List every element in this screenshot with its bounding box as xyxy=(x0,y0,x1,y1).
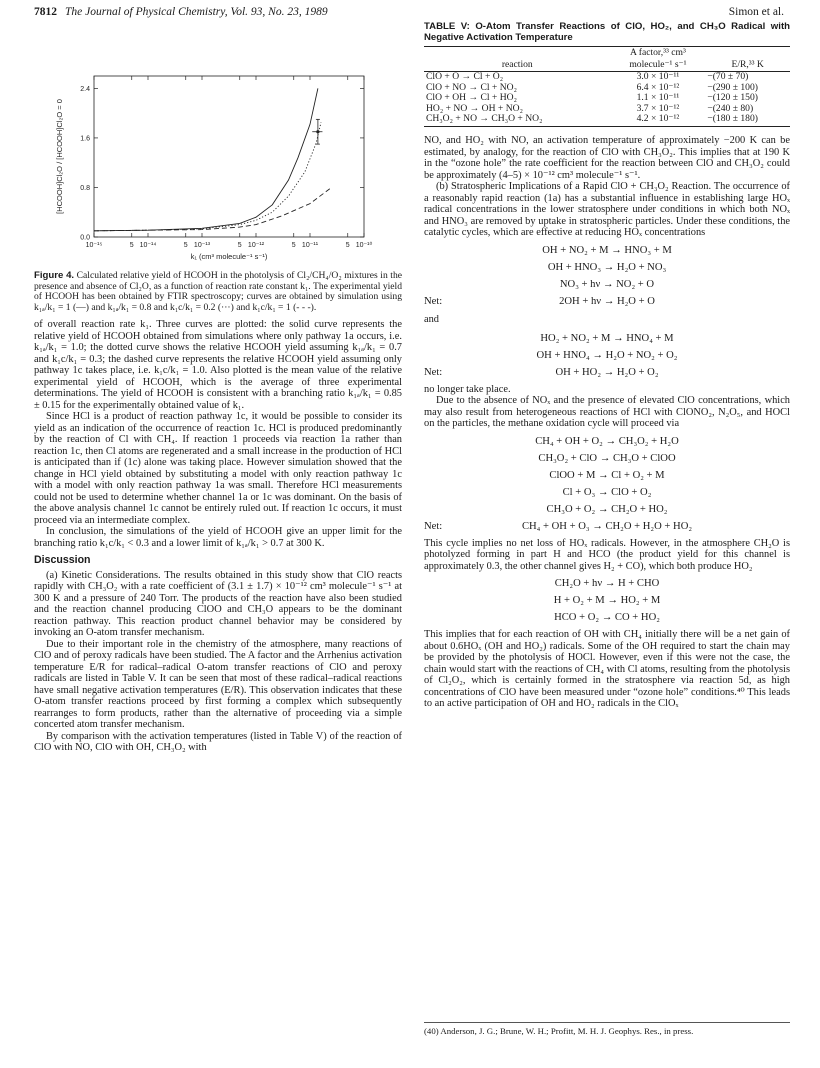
left-paragraph-1: of overall reaction rate k₁. Three curves are plotted: the solid curve represents the relative yield of HCOOH obtained from simulations where only pathway 1a occurs, i.e. k₁ₐ/k₁ = 1.0; the dotted curve shows the relative HCOOH yield assuming k₁ₐ/k₁ = 0.7 and k₁c/k₁ = 0.3; the dashed curve represents the relative HCOOH yield assuming only pathway 1c takes place, i.e. k₁c/k₁ = 1.0. Also plotted is the mean value of the relative experimental yield of HCOOH, which is the average of three experimental determinations. The yield of HCOOH is consistent with a branching ratio k₁ₐ/k₁ = 0.85 ± 0.15 for the experimentally obtained value of k₁. xyxy=(34,319,402,411)
equation-line xyxy=(424,330,790,347)
left-paragraph-2: Since HCl is a product of reaction pathway 1c, it would be possible to consider its yield as an indication of the occurrence of reaction 1c. HCl is produced predominantly by the reaction of Cl with CH₄. If reaction 1 proceeds via reaction 1a rather than reaction 1c, then Cl atoms are regenerated and a small increase in the production of HCl is anticipated than if (1c) alone was taking place. However simulation showed that the change in HCl yield obtained by substituting a model with only reaction pathway 1c with a model with only reaction pathway 1a was small. Therefore HCl measurements could not be used to determine whether channel 1a or 1c was dominant. On the basis of the above analysis channel 1c cannot be entirely ruled out. If reaction 1c occurs, it must proceed via an intermediate complex. xyxy=(34,411,402,526)
discussion-paragraph-2: Due to their important role in the chemistry of the atmosphere, many reactions of ClO and of peroxy radicals have been studied. The A factor and the Arrhenius activation temperature E/R for radical–radical O-atom transfer reactions of ClO and peroxy radicals are listed in Table V. It can be seen that most of these radical–radical reactions have small negative activation temperatures (E/R). This observation indicates that these O-atom transfer reactions proceed by first forming a complex which subsequently rearranges to form products, rather than the alternative of proceeding via a simple concerted atom transfer mechanism. xyxy=(34,638,402,731)
table-row xyxy=(424,114,790,127)
table-cell-er: −(70 ± 70) xyxy=(707,71,749,83)
x-tick-label: 10⁻¹⁴ xyxy=(139,242,157,249)
equation-label: Net: xyxy=(424,520,443,532)
discussion-paragraph-1: (a) Kinetic Considerations. The results obtained in this study show that ClO reacts rapidly with CH₃O₂ with a rate coefficient of (3.1 ± 1.7) × 10⁻¹² cm³ molecule⁻¹ s⁻¹ at 300 K and a pressure of 240 Torr. The products of the reaction have also been studied and the reaction channel producing ClOO and CH₃O appears to be the dominant reaction pathway. This reaction product channel behavior may be considered by invoking an O-atom transfer mechanism. xyxy=(34,569,402,639)
x-tick-label: 10⁻¹⁵ xyxy=(85,242,103,249)
equation-label: Net: xyxy=(424,366,443,378)
equation-line xyxy=(424,609,790,626)
table-5 xyxy=(424,46,790,128)
table-5-header-blank xyxy=(424,46,611,59)
equation-text: CH₄ + OH + O₃ → CH₂O + H₂O + HO₂ xyxy=(521,520,693,532)
series-line-dashed xyxy=(94,188,332,231)
table-cell-reaction: ClO + OH → Cl + HO₂ xyxy=(426,92,517,104)
x-tick-label: 10⁻¹¹ xyxy=(301,242,319,249)
equation-line xyxy=(424,467,790,484)
table-cell-a-factor: 3.0 × 10⁻¹¹ xyxy=(636,71,680,83)
equation-line xyxy=(424,575,790,592)
y-tick-label: 2.4 xyxy=(80,85,90,93)
figure-4-caption-text: Calculated relative yield of HCOOH in the photolysis of Cl₂/CH₄/O₂ mixtures in the presence and absence of Cl₂O, as a function of reaction rate constant k₁. The experimental yield of HCOOH has been obtained by FTIR spectroscopy; curves are obtained by simulation using k₁ₐ/k₁ = 1 (—) and k₁ₐ/k₁ = 0.8 and k₁c/k₁ = 0.2 (···) and k₁c/k₁ = 1 (- - -). xyxy=(34,270,403,313)
x-tick-label: 5 xyxy=(237,242,242,249)
equation-text: CH₂O + hν → H + CHO xyxy=(554,578,660,590)
table-5-header-a-line1: A factor,³³ cm³ xyxy=(611,46,706,59)
x-tick-label: 5 xyxy=(345,242,350,249)
table-cell-er: −(240 ± 80) xyxy=(707,102,754,114)
equation-text: CH₃O₂ + ClO → CH₃O + ClOO xyxy=(538,452,676,464)
equation-text: CH₃O + O₂ → CH₂O + HO₂ xyxy=(546,503,668,515)
equation-group-1 xyxy=(424,242,790,310)
right-paragraph-4: Due to the absence of NOₓ and the presence of elevated ClO concentrations, which may also result from heterogeneous reactions of HCl with ClONO₂, N₂O₅, and HOCl on the particles, the methane oxidation cycle will proceed via xyxy=(424,395,790,430)
table-cell-er: −(180 ± 180) xyxy=(705,114,790,127)
table-5-header-er: E/R,³³ K xyxy=(705,59,790,72)
journal-citation: The Journal of Physical Chemistry, Vol. 93, No. 23, 1989 xyxy=(65,6,328,18)
table-cell-reaction: ClO + NO → Cl + NO₂ xyxy=(426,81,517,93)
table-cell-reaction: HO₂ + NO → OH + NO₂ xyxy=(426,102,523,114)
equation-text: H + O₂ + M → HO₂ + M xyxy=(553,595,661,607)
x-tick-label: 10⁻¹⁰ xyxy=(355,242,373,249)
discussion-paragraph-3: By comparison with the activation temperatures (listed in Table V) of the reaction of ClO with NO, ClO with OH, CH₃O₂ with xyxy=(34,730,402,754)
experimental-point xyxy=(316,130,319,133)
series-line-dotted xyxy=(94,122,321,230)
discussion-heading: Discussion xyxy=(34,554,91,567)
table-cell-er: −(120 ± 150) xyxy=(707,92,758,104)
figure-4-svg xyxy=(34,62,402,267)
right-paragraph-2: (b) Stratospheric Implications of a Rapid ClO + CH₃O₂ Reaction. The occurrence of a reasonably rapid reaction (1a) has a substantial influence in establishing large HOₓ radical concentrations in the lower stratosphere under conditions in which both NOₓ and HNO₃ are removed by uptake in stratospheric particles. Under these conditions, the catalytic cycles, which are effective at reducing HOₓ concentrations xyxy=(424,181,790,239)
equation-text: NO₃ + hν → NO₂ + O xyxy=(559,278,655,290)
equation-group-3 xyxy=(424,433,790,535)
table-cell-reaction: CH₃O₂ + NO → CH₃O + NO₂ xyxy=(424,114,611,127)
running-header-authors: Simon et al. xyxy=(728,6,784,18)
table-cell-a-factor: 6.4 × 10⁻¹² xyxy=(636,81,680,93)
figure-4-chart xyxy=(34,62,402,267)
series-line-solid xyxy=(94,88,318,230)
equation-text: OH + HNO₄ → H₂O + NO₂ + O₂ xyxy=(536,349,678,361)
right-paragraph-5: This cycle implies no net loss of HOₓ radicals. However, in the atmosphere CH₂O is photolyzed forming in part H and HCO (the product yield for this channel is approximately 0.3, the other channel gives H₂ + CO), which both produce HO₂ xyxy=(424,537,790,572)
table-5-header-a-line2: molecule⁻¹ s⁻¹ xyxy=(611,59,706,72)
equation-label: Net: xyxy=(424,295,443,307)
x-tick-label: 5 xyxy=(183,242,188,249)
y-tick-label: 0.8 xyxy=(80,184,90,192)
table-5-title: TABLE V: O-Atom Transfer Reactions of ClO, HO₂, and CH₃O Radical with Negative Activation Temperature xyxy=(424,21,790,43)
right-paragraph-6: This implies that for each reaction of OH with CH₄ initially there will be a net gain of about 0.6HOₓ (OH and HO₂) radicals. Some of the OH required to start the chain may be provided by the photolysis of HOCl. However, even if this were not the case, the chain would start with the reactions of CH₄ with Cl atoms, resulting from the photolysis of Cl₂O₂, which is certainly formed in the stratosphere via reaction 5d, as high concentrations of ClO have been measured under “ozone hole” conditions.⁴⁰ This leads to an active participation of OH and HO₂ radicals in the ClOₓ xyxy=(424,629,790,710)
equation-text: OH + HO₂ → H₂O + O₂ xyxy=(555,366,659,378)
equation-line xyxy=(424,501,790,518)
equation-line xyxy=(424,276,790,293)
page-number: 7812 xyxy=(34,6,57,18)
equation-line xyxy=(424,347,790,364)
equation-text: 2OH + hν → H₂O + O xyxy=(559,295,655,307)
table-cell-a-factor: 4.2 × 10⁻¹² xyxy=(611,114,706,127)
and-connector: and xyxy=(424,313,440,325)
equation-text: HCO + O₂ → CO + HO₂ xyxy=(554,612,660,624)
equation-text: OH + HNO₃ → H₂O + NO₃ xyxy=(547,261,667,273)
equation-line xyxy=(424,242,790,259)
x-tick-label: 10⁻¹³ xyxy=(193,242,211,249)
right-column xyxy=(424,22,790,710)
equation-line xyxy=(424,293,790,310)
table-cell-reaction: ClO + O → Cl + O₂ xyxy=(426,71,504,83)
equation-text: Cl + O₃ → ClO + O₂ xyxy=(562,486,652,498)
table-cell-a-factor: 1.1 × 10⁻¹¹ xyxy=(636,92,680,104)
y-axis-label: [HCOOH]Cl₂O / [HCOOH]Cl₂O = 0 xyxy=(55,99,64,214)
x-tick-label: 5 xyxy=(129,242,134,249)
equation-group-2 xyxy=(424,330,790,381)
table-5-header-blank-2 xyxy=(705,46,790,59)
running-header-left xyxy=(34,6,328,18)
left-paragraph-3: In conclusion, the simulations of the yield of HCOOH give an upper limit for the branching ratio k₁c/k₁ < 0.3 and a lower limit of k₁ₐ/k₁ > 0.7 at 300 K. xyxy=(34,526,402,549)
y-tick-label: 0.0 xyxy=(80,234,90,242)
table-cell-a-factor: 3.7 × 10⁻¹² xyxy=(636,102,680,114)
equation-line xyxy=(424,592,790,609)
table-5-header-reaction: reaction xyxy=(424,59,611,72)
footnote-40: (40) Anderson, J. G.; Brune, W. H.; Profitt, M. H. J. Geophys. Res., in press. xyxy=(424,1022,790,1036)
x-axis-label: k₁ (cm³ molecule⁻¹ s⁻¹) xyxy=(190,252,268,261)
right-paragraph-1: NO, and HO₂ with NO, an activation temperature of approximately −200 K can be estimated, by analogy, for the reaction of ClO with CH₃O₂. This implies that at 190 K in the “ozone hole” the rate coefficient for the reaction between ClO and CH₃O₂ could be approximately (4–5) × 10⁻¹² cm³ molecule⁻¹ s⁻¹. xyxy=(424,135,790,181)
x-tick-label: 5 xyxy=(291,242,296,249)
equation-text: ClOO + M → Cl + O₂ + M xyxy=(549,469,665,481)
figure-4-caption xyxy=(34,271,402,313)
left-column xyxy=(34,62,402,754)
equation-line xyxy=(424,518,790,535)
table-cell-er: −(290 ± 100) xyxy=(707,81,758,93)
equation-text: HO₂ + NO₂ + M → HNO₄ + M xyxy=(540,332,674,344)
figure-4-caption-label: Figure 4. xyxy=(34,270,75,281)
equation-line xyxy=(424,259,790,276)
equation-text: OH + NO₂ + M → HNO₃ + M xyxy=(542,244,672,256)
equation-group-4 xyxy=(424,575,790,626)
plot-frame xyxy=(94,76,364,237)
equation-line xyxy=(424,450,790,467)
x-tick-label: 10⁻¹² xyxy=(247,242,265,249)
equation-text: CH₄ + OH + O₂ → CH₃O₂ + H₂O xyxy=(535,435,679,447)
equation-line xyxy=(424,433,790,450)
equation-line xyxy=(424,484,790,501)
equation-line xyxy=(424,364,790,381)
y-tick-label: 1.6 xyxy=(80,135,90,143)
right-paragraph-3: no longer take place. xyxy=(424,383,511,395)
